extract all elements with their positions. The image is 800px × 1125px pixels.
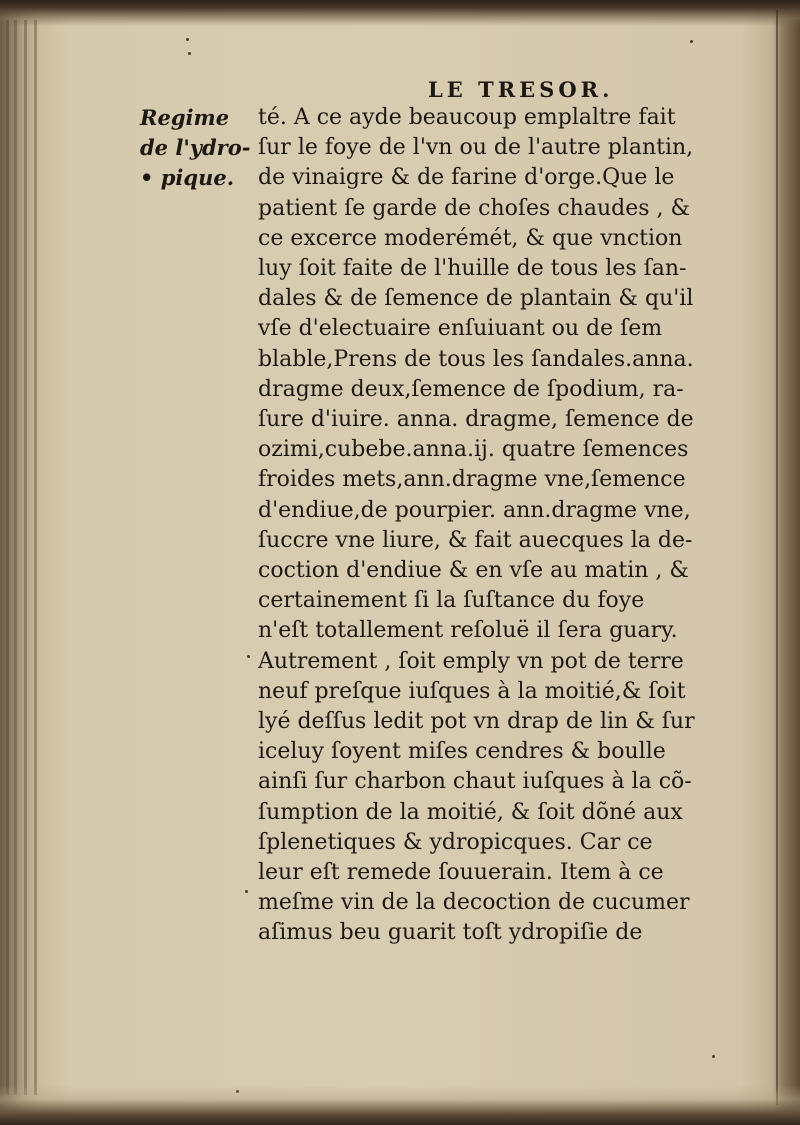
text-line: dragme deux,ſemence de ſpodium, ra-	[258, 376, 684, 402]
text-line: ſure d'iuire. anna. dragme, ſemence de	[258, 407, 694, 433]
text-line: froides mets,ann.dragme vne,ſemence	[258, 467, 686, 493]
margin-note-line: Regime	[140, 105, 230, 130]
text-line: ſplenetiques & ydropicques. Car ce	[258, 829, 653, 855]
text-line: luy ſoit faite de l'huille de tous les ſan-	[258, 256, 687, 282]
text-line: blable,Prens de tous les ſandales.anna.	[258, 346, 694, 372]
ink-speck	[245, 890, 248, 893]
text-line: lyé deſſus ledit pot vn drap de lin & ſur	[258, 709, 695, 735]
text-line: leur eſt remede ſouuerain. Item à ce	[258, 860, 664, 886]
margin-note	[140, 103, 256, 193]
text-line: ainſi ſur charbon chaut iuſques à la cõ-	[258, 769, 692, 795]
text-line: ſur le foye de l'vn ou de l'autre plantin,	[258, 135, 694, 161]
bottom-shadow	[0, 1085, 800, 1125]
text-line: té. A ce ayde beaucoup emplaltre fait	[258, 105, 676, 130]
ink-speck	[247, 655, 250, 658]
text-line: ozimi,cubebe.anna.ij. quatre ſemences	[258, 437, 689, 463]
text-line: vſe d'electuaire enſuiuant ou de ſem	[258, 316, 663, 342]
page-edge-line	[6, 20, 9, 1095]
running-header: LE TRESOR.	[428, 77, 614, 102]
top-binding-shadow	[0, 0, 800, 26]
text-line: n'eſt totallement reſoluë il ſera guary.	[258, 618, 678, 644]
text-line: ſuccre vne liure, & fait auecques la de-	[258, 527, 693, 553]
margin-note-line: • pique.	[140, 165, 235, 190]
text-line: coction d'endiue & en vſe au matin , &	[258, 558, 689, 584]
text-line: certainement ſi la ſuſtance du foye	[258, 588, 645, 614]
text-line: d'endiue,de pourpier. ann.dragme vne,	[258, 497, 691, 523]
margin-note-line: de l'ydro-	[140, 135, 251, 160]
ink-speck	[712, 1055, 715, 1058]
text-line: Autrement , ſoit emply vn pot de terre	[258, 648, 684, 674]
ink-speck	[188, 52, 191, 55]
text-line: de vinaigre & de farine d'orge.Que le	[258, 165, 675, 191]
body-text	[258, 103, 798, 949]
text-line: neuf preſque iuſques à la moitié,& ſoit	[258, 678, 686, 704]
text-line: meſme vin de la decoction de cucumer	[258, 890, 690, 916]
text-line: patient ſe garde de choſes chaudes , &	[258, 195, 691, 221]
page-edge-line	[14, 20, 17, 1095]
ink-speck	[186, 38, 189, 41]
text-line: aſimus beu guarit toſt ydropiſie de	[258, 920, 643, 946]
ink-speck	[690, 40, 693, 43]
text-line: ſumption de la moitié, & ſoit dõné aux	[258, 799, 683, 825]
text-line: ce excerce moderémét, & que vnction	[258, 225, 683, 251]
text-line: iceluy ſoyent miſes cendres & boulle	[258, 739, 666, 765]
text-line: dales & de ſemence de plantain & qu'il	[258, 286, 694, 312]
page-edge-line	[34, 20, 37, 1095]
page-edge-line	[24, 20, 27, 1095]
